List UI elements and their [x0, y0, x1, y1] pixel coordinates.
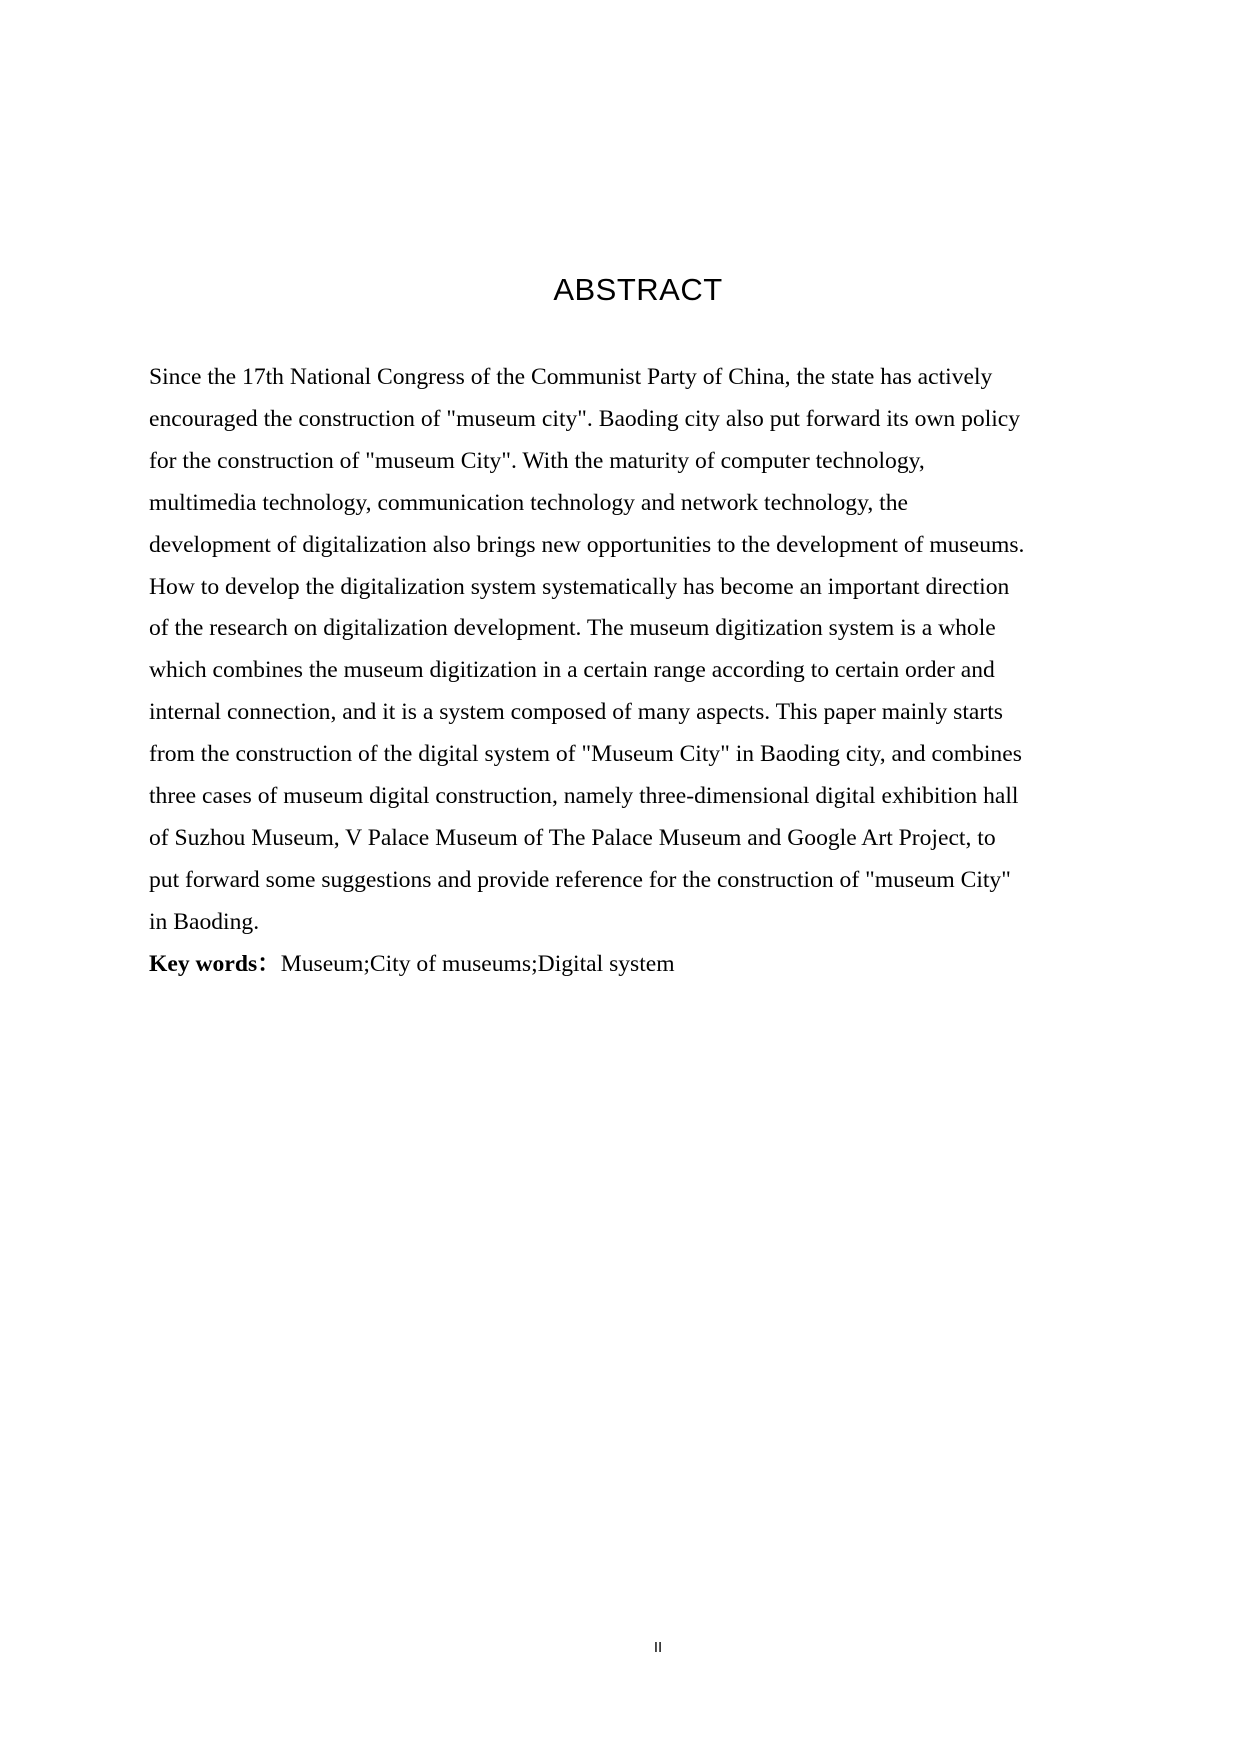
abstract-line: from the construction of the digital system of "Museum City" in Baoding city, and combines [149, 741, 1022, 768]
abstract-line: which combines the museum digitization in a certain range according to certain order and [149, 657, 995, 684]
abstract-body [149, 357, 1089, 986]
abstract-line: put forward some suggestions and provide reference for the construction of "museum City" [149, 866, 1011, 893]
page-number: II [653, 1639, 663, 1656]
abstract-line: for the construction of "museum City". With the maturity of computer technology, [149, 447, 925, 474]
abstract-line: of Suzhou Museum, V Palace Museum of The Palace Museum and Google Art Project, to [149, 824, 996, 851]
abstract-title: ABSTRACT [553, 272, 723, 307]
keywords-value: Museum;City of museums;Digital system [280, 950, 675, 977]
abstract-line: development of digitalization also brings new opportunities to the development of museums. [149, 531, 1025, 558]
abstract-line: encouraged the construction of "museum city". Baoding city also put forward its own policy [149, 405, 1021, 432]
abstract-line: Since the 17th National Congress of the Communist Party of China, the state has actively [149, 364, 993, 390]
abstract-line: three cases of museum digital construction, namely three-dimensional digital exhibition hall [149, 783, 1019, 810]
abstract-line: in Baoding. [149, 908, 260, 935]
keywords-line [149, 944, 1089, 986]
abstract-line: multimedia technology, communication technology and network technology, the [149, 489, 908, 516]
abstract-line: internal connection, and it is a system composed of many aspects. This paper mainly starts [149, 699, 1003, 726]
abstract-line: of the research on digitalization development. The museum digitization system is a whole [149, 615, 996, 642]
abstract-line: How to develop the digitalization system systematically has become an important direction [149, 573, 1010, 600]
keywords-label: Key words： [149, 950, 281, 977]
